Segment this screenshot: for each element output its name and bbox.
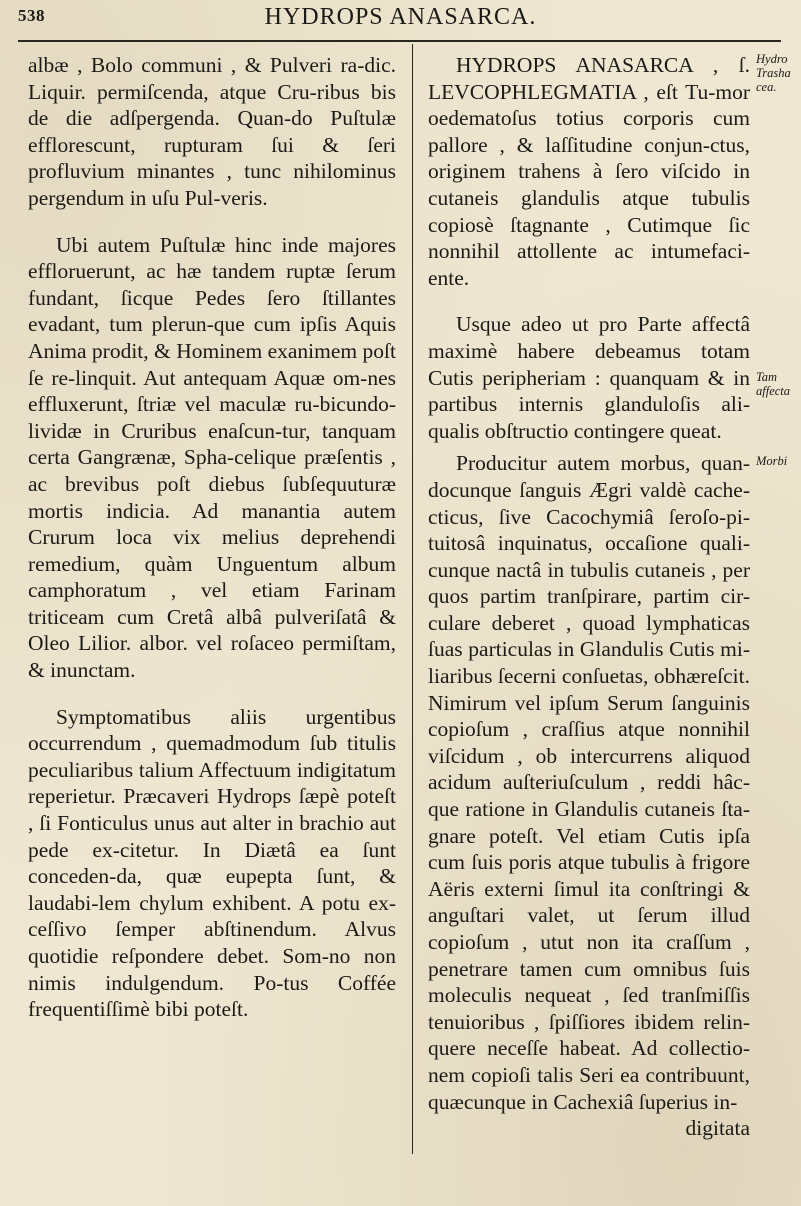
- right-paragraph-2: Usque adeo ut pro Parte affectâ maximè habere debeamus totam Cutis peripheriam : quanquam & in partibus internis glanduloſis ali-qualis obſtructio contingere queat.: [428, 312, 750, 443]
- left-paragraph-2: Ubi autem Puſtulæ hinc inde majores effloruerunt, ac hæ tandem ruptæ ſerum fundant, ſicque Pedes ſero ſtillantes evadant, tum plerun-que cum ipſis Aquis Anima prodit, & Hominem exanimem poſt ſe re-linquit. Aut antequam Aquæ om-nes effluxerunt, ſtriæ vel maculæ ru-bicundo-lividæ in Cruribus enaſcun-tur, tanquam certa Gangrænæ, Spha-celique præſentis , ac brevibus poſt diebus ſubſequuturæ mortis indicia. Ad manantia autem Crurum loca vix melius deprehendi remedium, quàm Unguentum album camphoratum , vel etiam Farinam triticeam cum Cretâ albâ pulveriſatâ & Oleo Lilior. albor. vel roſaceo permiſtam, & inunctam.: [28, 232, 396, 683]
- right-paragraph-1: HYDROPS ANASARCA , ſ. LEVCOPHLEGMATIA , eſt Tu-mor oedematoſus totius corporis cum pallore , & laſſitudine conjun-ctus, originem trahens à ſero viſcido in cutaneis glandulis atque tubulis copiosè ſtagnante , Cutimque ſic nonnihil attollente ac intumefaci-ente.: [428, 53, 750, 290]
- left-column: [28, 52, 396, 1023]
- margin-note-pars-affecta: Tam affecta: [756, 370, 791, 398]
- right-last-word: digitata: [685, 1116, 750, 1141]
- left-paragraph-1: albæ , Bolo communi , & Pulveri ra-dic. Liquir. permiſcenda, atque Cru-ribus bis de die adſpergenda. Quan-do Puſtulæ efflorescunt, rupturam ſui & ſeri profluvium minantes , tunc nihilominus pergendum in uſu Pul-veris.: [28, 53, 396, 210]
- page-header: [0, 0, 801, 40]
- running-title: HYDROPS ANASARCA.: [264, 4, 537, 30]
- right-paragraph-3: Producitur autem morbus, quan-docunque ſanguis Ægri valdè cache-cticus, ſive Cacochymiâ ſeroſo-pi-tuitosâ inquinatus, occaſione quali-cunque nactâ in tubulis cutaneis , per quos partim tranſpirare, partim cir-culare deberet , quoad lymphaticas ſuas particulas in Glandulis Cutis mi-liaribus ſecerni conſuetas, obhæreſcit. Nimirum vel ipſum Serum ſanguinis copioſum , craſſius atque nonnihil viſcidum , ob intercurrens aliquod acidum auſteriuſculum , reddi hâc-que ratione in Glandulis cutaneis ſta-gnare poteſt. Vel etiam Cutis ipſa cum ſuis poris atque tubulis à frigore Aëris externi ſimul ita conſtringi & anguſtari valet, ut ſerum illud copioſum , utut non ita craſſum , penetrare tamen cum omnibus ſuis moleculis nequeat , ſed tranſmiſſis tenuioribus , ſpiſſiores ibidem relin-quere neceſſe habeat. Ad collectio-nem copioſi talis Seri ea contribuunt, quæcunque in Cachexiâ ſuperius in-: [428, 451, 750, 1114]
- right-column: [428, 52, 750, 1142]
- margin-note-morbi: Morbi: [756, 454, 788, 468]
- left-paragraph-3: Symptomatibus aliis urgentibus occurrendum , quemadmodum ſub titulis peculiaribus talium Affectuum indigitatum reperietur. Præcaveri Hydrops ſæpè poteſt , ſi Fonticulus unus aut alter in brachio aut pede ex-citetur. In Diætâ ea ſunt conceden-da, quæ eupepta ſunt, & laudabi-lem chylum exhibent. A potu ex-ceſſivo ſemper abſtinendum. Alvus quotidie reſpondere debet. Som-no non nimis indulgendum. Po-tus Coffée frequentiſſimè bibi poteſt.: [28, 704, 396, 1022]
- column-divider: [412, 44, 413, 1154]
- header-rule: [18, 40, 781, 42]
- margin-note-hydrops: Hydro Trasha cea.: [756, 52, 791, 94]
- page-number: 538: [18, 6, 45, 25]
